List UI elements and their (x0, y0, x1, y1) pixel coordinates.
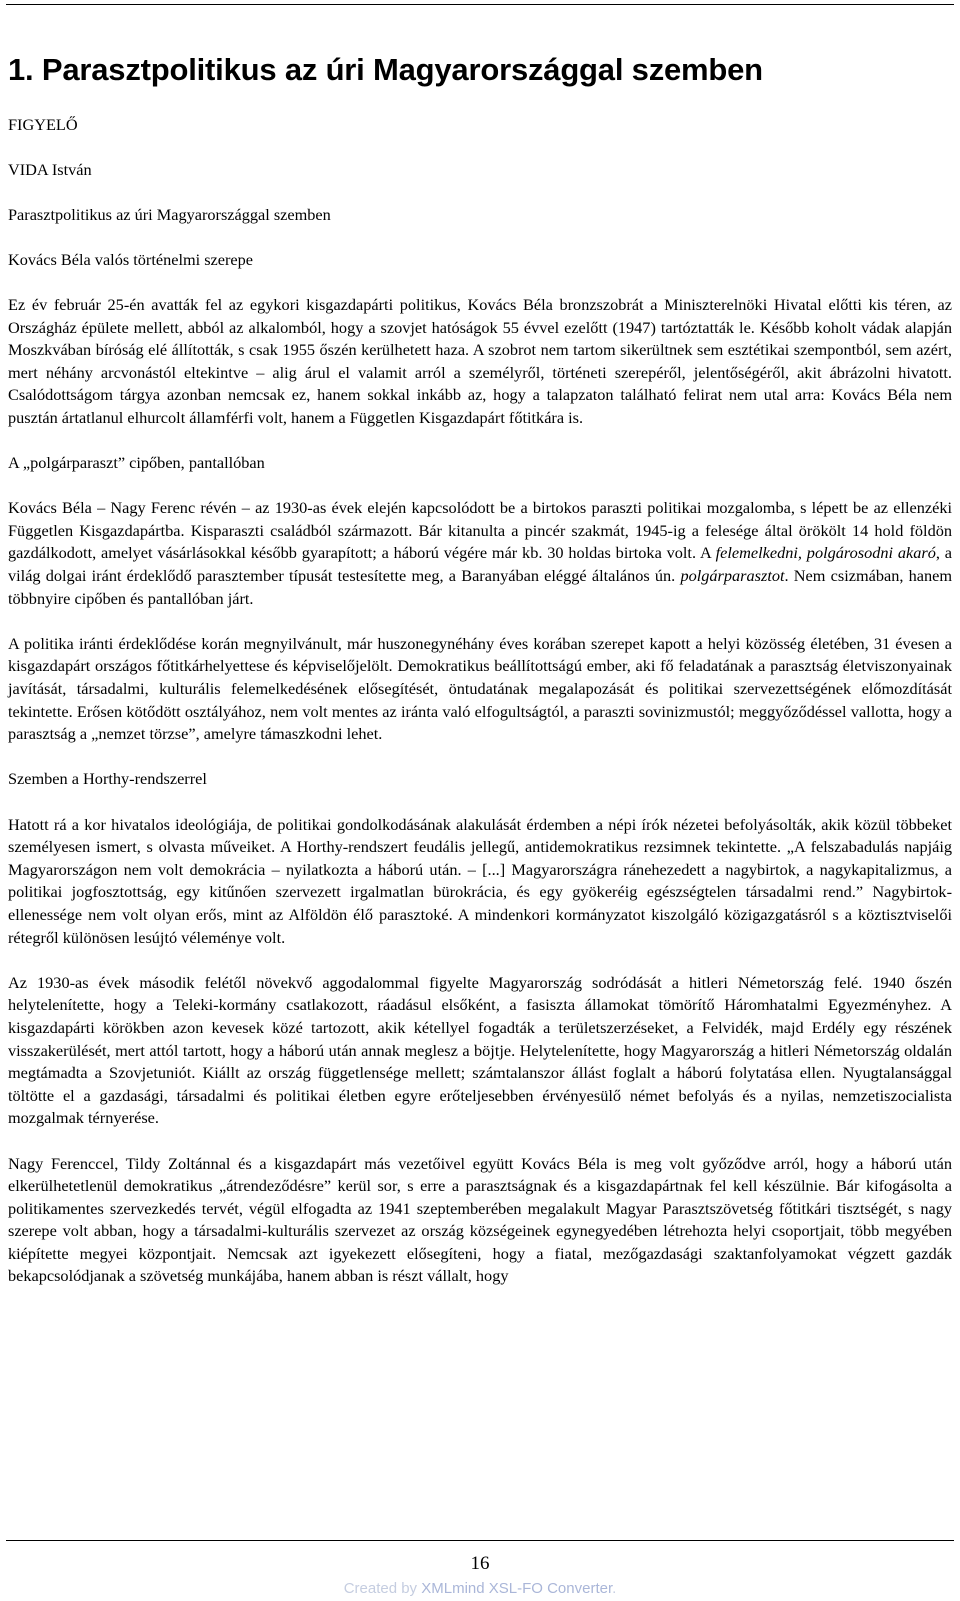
paragraph-1: Ez év február 25-én avatták fel az egykori kisgazdapárti politikus, Kovács Béla bronzszobrát a Miniszterelnöki Hivatal előtti kis téren, az Országház épülete mellett, abból az alkalomból, hogy a szovjet hatóságok 55 évvel ezelőtt (1947) tartóztatták le. Később koholt vádak alapján Moszkvában bíróság elé állították, s csak 1955 őszén kerülhetett haza. A szobrot nem tartom sikerültnek sem esztétikai szempontból, sem azért, mert néhány arcvonástól eltekintve – alig árul el valamit arról a személyről, történeti szerepéről, jelentőségéről, akit ábrázolni hivatott. Csalódottságom tárgya azonban nemcsak ez, hanem sokkal inkább az, hogy a talapzaton található felirat nem utal arra: Kovács Béla nem pusztán ártatlanul elhurcolt államférfi volt, hanem a Független Kisgazdapárt főtitkára is. (8, 294, 952, 427)
paragraph-2 (8, 497, 952, 610)
converter-watermark (0, 1580, 960, 1598)
header-rule (6, 4, 954, 5)
article-subtitle: Parasztpolitikus az úri Magyarországgal szemben (8, 204, 331, 224)
paragraph-4: Hatott rá a kor hivatalos ideológiája, de politikai gondolkodásának alakulását érdemben a népi írók nézetei befolyásolták, akik közül többeket személyesen ismert, s olvasta műveiket. A Horthy-rendszert feudális jellegű, antidemokratikus rezsimnek tekintette. „A felszabadulás napjáig Magyarországon nem volt demokrácia – nyilatkozta a háború után. – [...] Magyarországra ránehezedett a nagybirtok, a nagykapitalizmus, a politikai jogfosztottság, egy kitűnően szervezett irgalmatlan bürokrácia, és egy gyökeréig egészségtelen társadalmi rend.” Nagybirtok-ellenessége nem volt olyan erős, mint az Alföldön élő parasztoké. A mindenkori kormányzatot kiszolgáló közigazgatásról s a köztisztviselői rétegről különösen lesújtó véleménye volt. (8, 814, 952, 947)
paragraph-2-part-b: , a világ dolgai iránt érdeklődő parasztember típusát testesítette meg, a Baranyában eléggé általános ún. (8, 543, 952, 586)
page-title: 1. Parasztpolitikus az úri Magyarországgal szemben (8, 52, 763, 87)
paragraph-5: Az 1930-as évek második felétől növekvő aggodalommal figyelte Magyarország sodródását a hitleri Németország felé. 1940 őszén helytelenítette, hogy a Teleki-kormány csatlakozott, ráadásul elsőként, a fasiszta államokat tömörítő Háromhatalmi Egyezményhez. A kisgazdapárti körökben azon kevesek közé tartozott, akik kétellyel fogadták a területszerzéseket, a Felvidék, majd Erdély egy részének visszakerülését, mert attól tartott, hogy a háború után annak meglesz a böjtje. Helytelenítette, hogy Magyarország a hitleri Németország oldalán megtámadta a Szovjetuniót. Kiállt az ország függetlensége mellett; számtalanszor állást foglalt a háború folytatása ellen. Nyugtalansággal töltötte el a gazdasági, társadalmi és politikai életben egyre erőteljesebben érvényesülő német befolyás és a nyilas, nemzetiszocialista mozgalmak térnyerése. (8, 972, 952, 1128)
author: VIDA István (8, 159, 92, 179)
article-body (8, 114, 952, 1311)
watermark-prefix: Created by (343, 1580, 422, 1597)
rubric: FIGYELŐ (8, 115, 78, 134)
section-heading-horthy: Szemben a Horthy-rendszerrel (8, 769, 207, 789)
watermark-link[interactable]: XMLmind XSL-FO Converter (421, 1580, 613, 1597)
paragraph-2-part-a: Kovács Béla – Nagy Ferenc révén – az 1930-as évek elején kapcsolódott be a birtokos paraszti politikai mozgalomba, s lépett be az ellenzéki Független Kisgazdapártba. Kisparaszti családból származott. Bár kitanulta a pincér szakmát, 1945-ig a felesége által örökölt 14 hold földön gazdálkodott, amelyet vásárlásokkal később gyarapított; a háború végére már kb. 30 holdas birtoka volt. A (8, 498, 952, 563)
paragraph-3: A politika iránti érdeklődése korán megnyilvánult, már huszonegynéhány éves korában szerepet kapott a helyi közösség életében, 31 évesen a kisgazdapárt országos főtitkárhelyettese és képviselőjelölt. Demokratikus beállítottságú ember, aki fő feladatának a parasztság életviszonyainak javítását, társadalmi, kulturális felemelkedésének elősegítését, öntudatának megalapozását és politikai szervezettségének előmozdítását tekintette. Erősen kötődött osztályához, nem volt mentes az iránta való elfogultságtól, a paraszti sovinizmustól; meggyőződéssel vallotta, hogy a parasztság a „nemzet törzse”, amelyre támaszkodni lehet. (8, 633, 952, 744)
paragraph-6: Nagy Ferenccel, Tildy Zoltánnal és a kisgazdapárt más vezetőivel együtt Kovács Béla is meg volt győződve arról, hogy a háború után elkerülhetetlenül demokratikus „átrendeződésre” kerül sor, s erre a parasztságnak és a kisgazdapártnak fel kell készülnie. Bár kifogásolta a politikamentes szervezkedés tervét, végül elfogadta az 1941 szeptemberében megalakult Magyar Parasztszövetség főtitkári tisztségét, s nagy szerepe volt abban, hogy a társadalmi-kulturális szervezet az ország községeinek egynegyedében létrehozta helyi csoportjait, több megyében kiépítette megyei központjait. Nemcsak azt igyekezett elősegíteni, hogy a fiatal, mezőgazdasági szaktanfolyamokat végzett gazdák bekapcsolódjanak a szövetség munkájába, hanem abban is részt vállalt, hogy (8, 1153, 952, 1286)
paragraph-2-emphasis-2: polgárparasztot (680, 566, 785, 586)
watermark-suffix: . (612, 1580, 617, 1597)
page-number: 16 (470, 1553, 490, 1574)
article-lead: Kovács Béla valós történelmi szerepe (8, 249, 254, 269)
paragraph-2-emphasis-1: felemelkedni, polgárosodni akaró (715, 543, 936, 563)
paragraph-2-part-c: . Nem csizmában, hanem többnyire cipőben és pantallóban járt. (8, 566, 953, 608)
footer-rule (6, 1540, 954, 1541)
section-heading-polgarparaszt: A „polgárparaszt” cipőben, pantallóban (8, 453, 265, 473)
